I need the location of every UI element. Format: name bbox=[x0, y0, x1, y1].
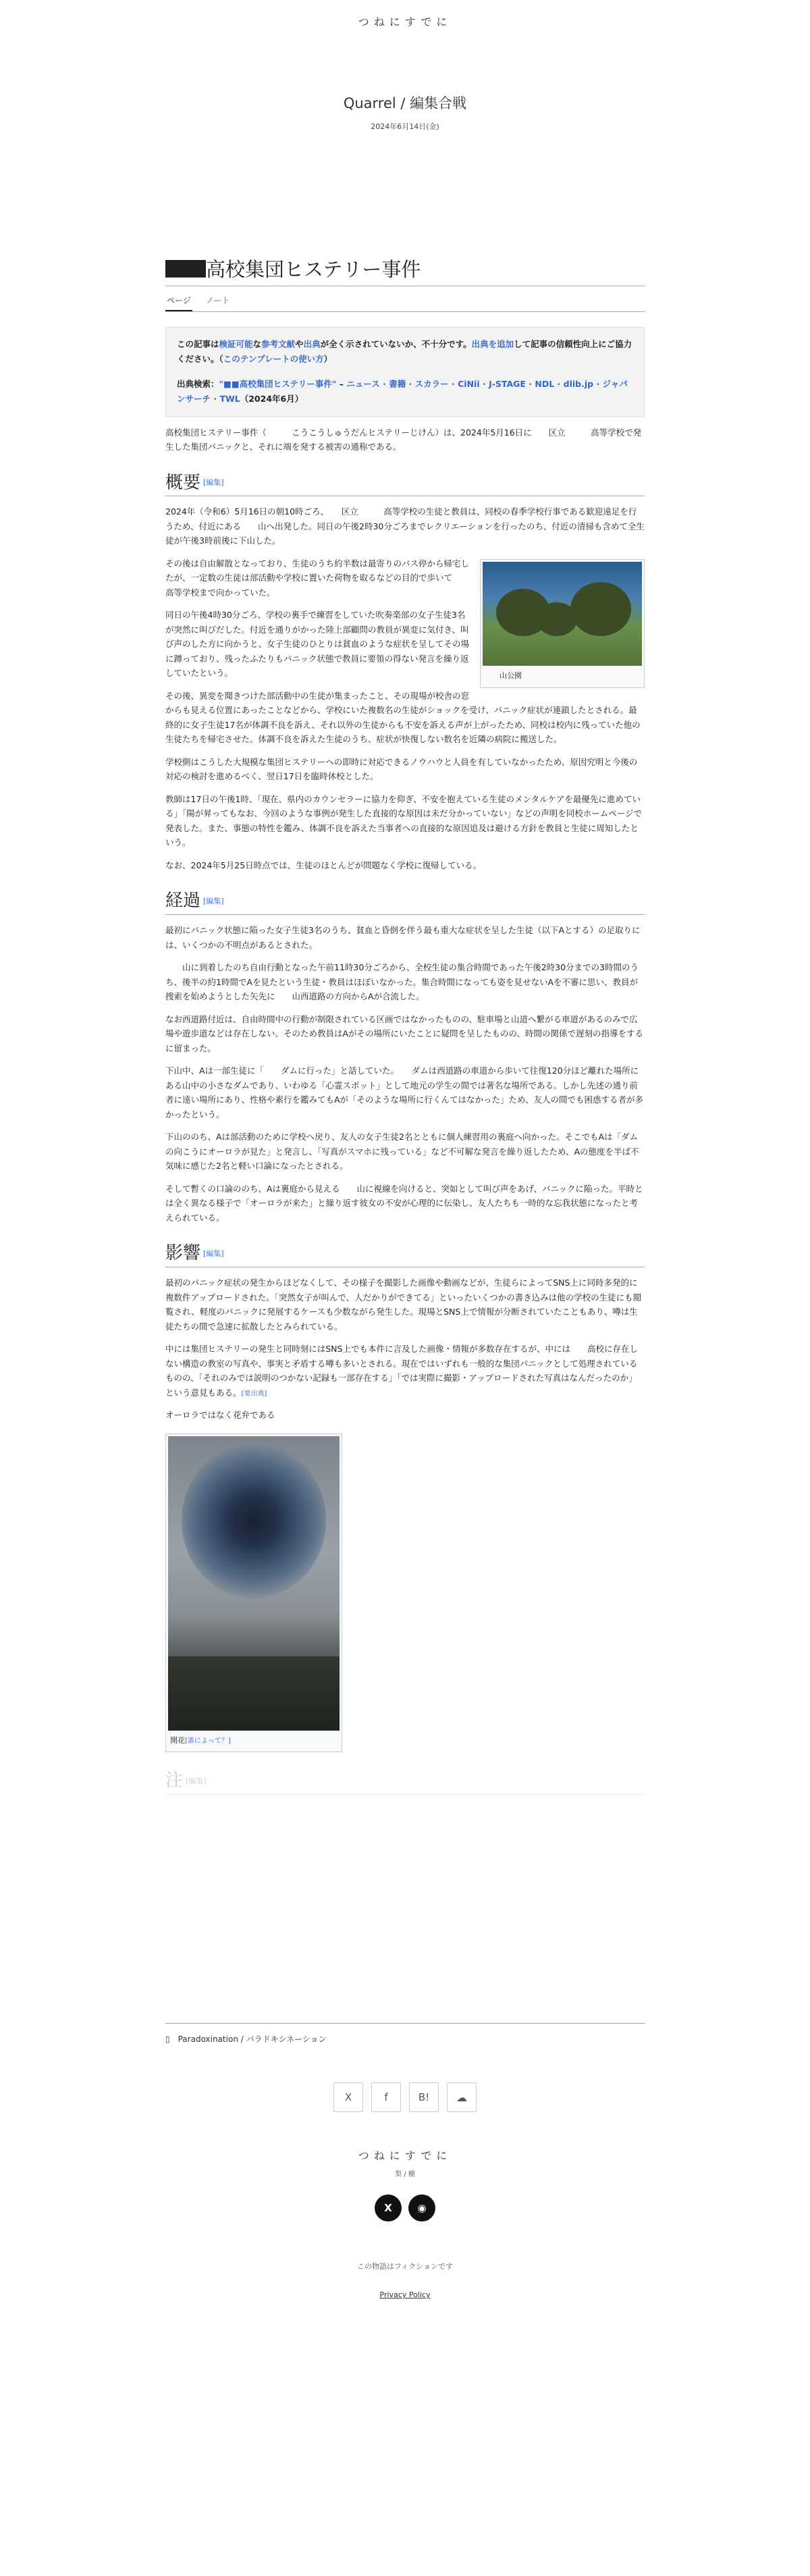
discord-icon[interactable]: ◉ bbox=[408, 2194, 435, 2222]
source-search: 出典検索："■■高校集団ヒステリー事件" – ニュース · 書籍 · スカラー · CiNii · J-STAGE · NDL · dlib.jp · ジャパンサーチ · TWL（2024年6月） bbox=[177, 378, 628, 404]
paragraph: 中には集団ヒステリーの発生と同時刻にはSNS上でも本件に言及した画像・情報が多数存在するが、中には 高校に存在しない構造の教室の写真や、事実と矛盾する噂も多いとされる。現在ではいずれも一般的な集団パニックとして処理されているものの、「それのみでは説明のつかない記録も一部存在する」「では実際に撮影・アップロードされた写真はなんだったのか」という意見もある。[要出典] bbox=[165, 1344, 638, 1398]
series-link[interactable]: Paradoxination / パラドキシネーション bbox=[178, 2034, 327, 2045]
search-query-link[interactable]: "■■高校集団ヒステリー事件" bbox=[219, 378, 337, 389]
page-tabs bbox=[165, 286, 645, 312]
section-notes: 注 [編集] bbox=[165, 1770, 645, 1795]
site-name[interactable]: つねにすでに bbox=[358, 16, 452, 28]
edit-link[interactable]: [編集] bbox=[203, 478, 224, 488]
link-add-source[interactable]: 出典を追加 bbox=[471, 338, 514, 349]
x-icon[interactable]: X bbox=[375, 2194, 402, 2222]
paragraph: なお、2024年5月25日時点では、生徒のほとんどが問題なく学校に復帰している。 bbox=[165, 860, 482, 870]
who-hint[interactable]: [誰によって？] bbox=[185, 1737, 231, 1745]
paragraph: 下山ののち、Aは部活動のために学校へ戻り、友人の女子生徒2名とともに個人練習用の裏庭へ向かった。そこでもAは「ダムの向こうにオーロラが見た」と発言し、「写真がスマホに残っている」など不可解な発言を繰り返したため、Aの態度を半ば不気味に感じた2名と軽い口論になったとされる。 bbox=[165, 1132, 639, 1172]
link-sources[interactable]: 出典 bbox=[303, 338, 321, 349]
footer-site-name[interactable]: つねにすでに bbox=[358, 2149, 452, 2163]
post-date: 2024年6月14日(金) bbox=[371, 122, 439, 131]
citation-needed-box bbox=[165, 327, 645, 417]
paragraph: 同日の午後4時30分ごろ、学校の裏手で練習をしていた吹奏楽部の女子生徒3名が突然に叫びだした。付近を通りがかった陸上部顧問の教員が異変に気付き、叫び声のした方に向かうと、女子生徒のひとりは貧血のような症状を呈してその場に蹲っており、残ったふたりもパニック状態で教員に要領の得ない発言を繰り返していたという。 bbox=[165, 610, 470, 679]
image-caption: 山公園 bbox=[485, 671, 522, 680]
image-caption: 開花[誰によって？] bbox=[170, 1735, 231, 1745]
share-facebook-button[interactable]: f bbox=[371, 2082, 401, 2112]
image-thumbnail[interactable] bbox=[480, 559, 645, 688]
paragraph: そして暫くの口論ののち、Aは裏庭から見える 山に視線を向けると、突如として叫び声をあげ、パニックに陥った。平時とは全く異なる様子で「オーロラが来た」と繰り返す彼女の不安が心理的に伝染し、友人たちも一時的な忘我状態になったと考えられている。 bbox=[165, 1183, 643, 1223]
section-course: 経過 [編集] bbox=[165, 890, 645, 915]
link-template-usage[interactable]: このテンプレートの使い方 bbox=[223, 354, 324, 365]
site-header bbox=[0, 0, 810, 132]
edit-link[interactable]: [編集] bbox=[203, 896, 224, 905]
share-x-button[interactable]: X bbox=[333, 2082, 363, 2112]
series-footer bbox=[165, 2023, 645, 2045]
flower-photo[interactable] bbox=[168, 1436, 340, 1731]
ambox-message: この記事は検証可能な参考文献や出典が全く示されていないか、不十分です。出典を追加して記事の信頼性向上にご協力ください。（このテンプレートの使い方） bbox=[177, 338, 632, 365]
redaction-block bbox=[165, 260, 206, 278]
citation-needed-hint[interactable]: [要出典] bbox=[241, 1390, 267, 1398]
tab-page[interactable]: ページ bbox=[165, 292, 192, 311]
edit-link[interactable]: [編集] bbox=[186, 1776, 207, 1785]
link-verifiable[interactable]: 検証可能 bbox=[219, 338, 253, 349]
paragraph: 2024年（令和6）5月16日の朝10時ごろ、 区立 高等学校の生徒と教員は、同校の春季学校行事である歓迎遠足を行うため、付近にある 山へ出発した。同日の午後2時30分ごろまでレクリエーションを行ったのち、付近の清掃も含めて全生徒が午後3時前後に下山した。 bbox=[165, 506, 645, 546]
paragraph: 教師は17日の午後1時、「現在、県内のカウンセラーに協力を仰ぎ、不安を抱えている生徒のメンタルケアを最優先に進めている」「陽が昇ってもなお、今回のような事例が発生した直接的な原因は未だ分かっていない」などの声明を同校ホームページで発表した。また、事態の特性を鑑み、体調不良を訴えた当事者への直接的な原因追及は避ける方針を教員と生徒に周知したという。 bbox=[165, 793, 643, 848]
share-hatena-button[interactable]: B! bbox=[409, 2082, 439, 2112]
paragraph: 最初のパニック症状の発生からほどなくして、その様子を撮影した画像や動画などが、生徒らによってSNS上に同時多発的に複数件アップロードされた。「突然女子が叫んで、人だかりができてる」といったいくつかの書き込みは他の学校の生徒にも閲覧され、軽度のパニックに発展するケースも少数ながら発生した。現場とSNS上で情報が分断されていたこともあり、噂は生徒たちの間で急速に拡散したとみられている。 bbox=[165, 1278, 642, 1332]
paragraph: なお西道路付近は、自由時間中の行動が制限されている区画ではなかったものの、駐車場と山道へ繋がる車道があるのみで広場や遊歩道などは存在しない。そのため教員はAがその場所にいたことに疑問を呈したものの、時間の関係で遅刻の指導をするに留まった。 bbox=[165, 1014, 644, 1053]
article bbox=[165, 257, 645, 2023]
ground-shape bbox=[168, 1656, 340, 1731]
section-impact: 影響 [編集] bbox=[165, 1242, 645, 1267]
share-line-button[interactable] bbox=[447, 2082, 477, 2112]
flower-shape bbox=[182, 1443, 326, 1598]
lead-paragraph: 高校集団ヒステリー事件（ こうこうしゅうだんヒステリーじけん）は、2024年5月16日に 区立 高等学校で発生した集団パニックと、それに端を発する被害の通称である。 bbox=[165, 427, 642, 452]
paragraph: 山に到着したのち自由行動となった午前11時30分ごろから、全校生徒の集合時間であった午後2時30分までの3時間のうち、後半の約1時間でAを見たという生徒・教員はほぼいなかった。集合時間になっても姿を見せないAを不審に思い、教員が捜索を始めようとした矢先に 山西道路の方向からAが合流した。 bbox=[165, 962, 639, 1002]
section-overview: 概要 [編集] bbox=[165, 472, 645, 497]
image-thumbnail[interactable] bbox=[165, 1434, 342, 1753]
article-title: 高校集団ヒステリー事件 bbox=[165, 257, 645, 286]
notes-area bbox=[165, 1800, 645, 2023]
paragraph: オーロラではなく花弁である bbox=[165, 1410, 275, 1421]
paragraph: 学校側はこうした大規模な集団ヒステリーへの即時に対応できるノウハウと人員を有していなかったため、原因究明と今後の対応の検討を進めるべく、翌日17日を臨時休校とした。 bbox=[165, 756, 638, 782]
search-engine-links[interactable]: ニュース · 書籍 · スカラー · CiNii · J-STAGE · NDL · dlib.jp · ジャパンサーチ · TWL bbox=[177, 378, 628, 404]
privacy-policy-link[interactable]: Privacy Policy bbox=[379, 2290, 431, 2300]
post-hero bbox=[0, 93, 810, 132]
park-photo[interactable] bbox=[483, 562, 642, 666]
social-links bbox=[0, 2194, 810, 2222]
paragraph: 最初にパニック状態に陥った女子生徒3名のうち、貧血と昏倒を伴う最も重大な症状を呈した生徒（以下Aとする）の足取りには、いくつかの不明点があるとされた。 bbox=[165, 925, 641, 950]
paragraph: その後は自由解散となっており、生徒のうち約半数は最寄りのバス停から帰宅したが、一定数の生徒は部活動や学校に置いた荷物を取るなどの目的で歩いて 高等学校まで向かっていた。 bbox=[165, 558, 478, 598]
tab-talk[interactable]: ノート bbox=[205, 295, 230, 305]
fiction-note: この物語はフィクションです bbox=[357, 2262, 453, 2271]
link-references[interactable]: 参考文献 bbox=[261, 338, 296, 349]
edit-link[interactable]: [編集] bbox=[203, 1248, 224, 1258]
post-title: Quarrel / 編集合戦 bbox=[343, 95, 467, 111]
share-buttons bbox=[0, 2082, 810, 2112]
footer-authors: 梨 / 棚 bbox=[395, 2171, 415, 2179]
book-icon: ▯ bbox=[165, 2034, 170, 2044]
article-body bbox=[165, 425, 645, 2024]
paragraph: 下山中、Aは一部生徒に「 ダムに行った」と話していた。 ダムは西道路の車道から歩いて往復120分ほど離れた場所にある山中の小さなダムであり、いわゆる「心霊スポット」として地元の学生の間では著名な場所である。しかし先述の通り前者に遠い場所にあり、性格や素行を鑑みてもAが「そのような場所に行くんてはなかった」ため、友人の間でも困惑する者が多かったという。 bbox=[165, 1066, 644, 1120]
line-icon: ☁ bbox=[456, 2091, 467, 2104]
paragraph: その後、異変を聞きつけた部活動中の生徒が集まったこと、その現場が校舎の窓からも見える位置にあったことなどから、学校にいた複数名の生徒がショックを受け、パニック症状が連鎖したとされる。最終的に女子生徒17名が体調不良を訴え、それ以外の生徒からも不安を訴える声が上がったため、同校は校内に残っていた他の生徒たちを帰宅させた。体調不良を訴えた生徒のうち、症状が快復しない数名を近隣の病院に搬送した。 bbox=[165, 690, 641, 745]
